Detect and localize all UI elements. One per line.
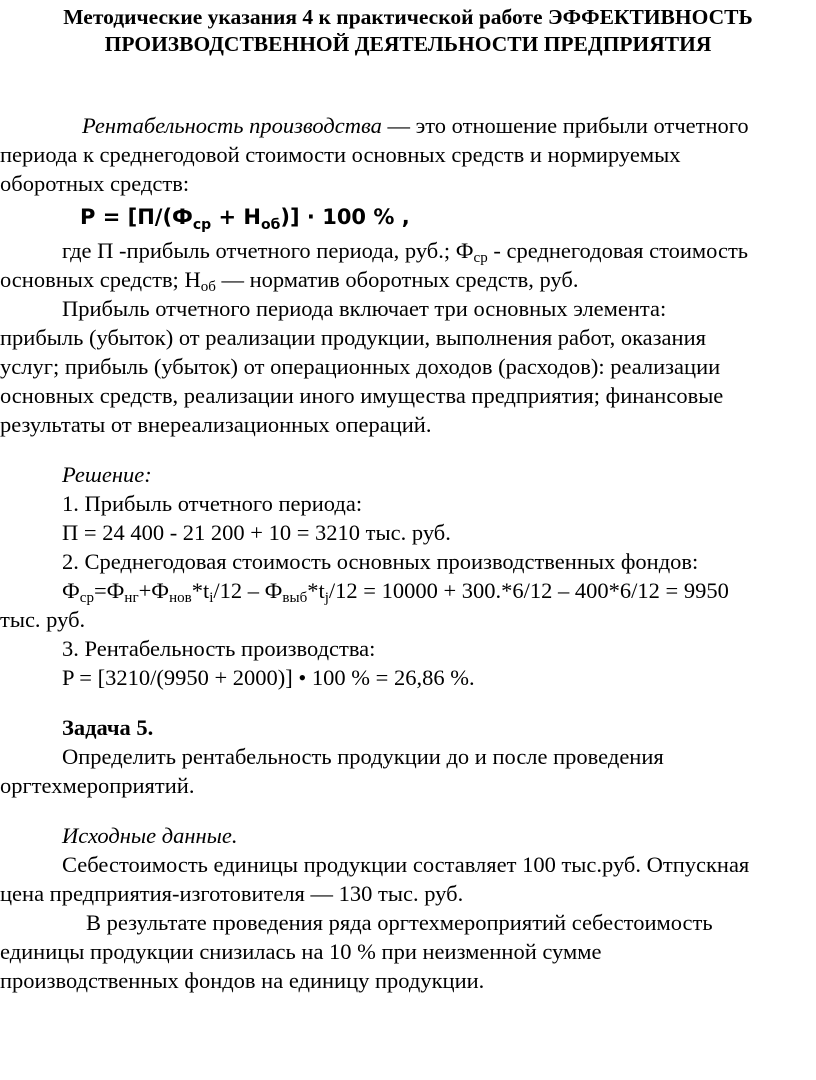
formula-subscript: об [261, 217, 281, 233]
calc-subscript: j [324, 590, 329, 606]
source-data-line-5: производственных фондов на единицу продукции. [0, 968, 485, 993]
source-data-line-3: В результате проведения ряда оргтехмероприятий себестоимость [86, 910, 713, 935]
task-line-1: Определить рентабельность продукции до и после проведения [62, 744, 664, 769]
source-data-line-4: единицы продукции снизилась на 10 % при неизменной сумме [0, 939, 602, 964]
formula-part: P = [П/(Ф [80, 205, 193, 229]
legend-text: — норматив оборотных средств, руб. [215, 267, 579, 292]
solution-step-1-calc: П = 24 400 - 21 200 + 10 = 3210 тыс. руб. [62, 520, 451, 545]
legend-text: - среднегодовая стоимость [487, 238, 749, 263]
profit-paragraph-line-3: услуг; прибыль (убыток) от операционных доходов (расходов): реализации [0, 354, 721, 379]
task-title: Задача 5. [62, 715, 154, 740]
solution-step-2-unit: тыс. руб. [0, 607, 86, 632]
title-line-1: Методические указания 4 к практической работе ЭФФЕКТИВНОСТЬ [63, 5, 753, 29]
calc-part: /12 = 10000 + 300.*6/12 – 400*6/12 = 9950 [328, 578, 729, 603]
calc-part: *t [307, 578, 325, 603]
calc-subscript: выб [282, 590, 308, 606]
solution-step-1: 1. Прибыль отчетного периода: [62, 491, 363, 516]
legend-subscript: об [200, 279, 216, 295]
definition-text: — это отношение прибыли отчетного [381, 113, 749, 138]
profit-paragraph-line-2: прибыль (убыток) от реализации продукции, выполнения работ, оказания [0, 325, 706, 350]
calc-subscript: нов [169, 590, 192, 606]
formula-part: )] · 100 % , [280, 205, 410, 229]
calc-part: /12 – Ф [213, 578, 283, 603]
definition-term: Рентабельность производства [82, 113, 382, 138]
calc-subscript: ср [79, 590, 94, 606]
profit-paragraph-line-5: результаты от внереализационных операций. [0, 412, 432, 437]
calc-part: *t [191, 578, 210, 603]
source-data-line-2: цена предприятия-изготовителя — 130 тыс. руб. [0, 881, 464, 906]
calc-part: +Ф [138, 578, 170, 603]
calc-part: =Ф [93, 578, 125, 603]
definition-line-3: оборотных средств: [0, 171, 190, 196]
formula-part: + Н [211, 205, 261, 229]
profit-paragraph-line-4: основных средств, реализации иного имущества предприятия; финансовые [0, 383, 724, 408]
calc-subscript: i [209, 590, 214, 606]
legend-text: где П -прибыль отчетного периода, руб.; Ф [62, 238, 474, 263]
legend-subscript: ср [473, 250, 488, 266]
source-data-line-1: Себестоимость единицы продукции составляет 100 тыс.руб. Отпускная [62, 852, 750, 877]
definition-line-1 [82, 111, 749, 140]
solution-step-3: 3. Рентабельность производства: [62, 636, 376, 661]
solution-step-2-calc [62, 576, 729, 613]
profit-paragraph-line-1: Прибыль отчетного периода включает три основных элемента: [62, 296, 667, 321]
solution-step-3-calc: P = [3210/(9950 + 2000)] • 100 % = 26,86 %. [62, 665, 475, 690]
legend-text: основных средств; Н [0, 267, 201, 292]
source-data-heading: Исходные данные. [62, 823, 238, 848]
solution-step-2: 2. Среднегодовая стоимость основных производственных фондов: [62, 549, 699, 574]
calc-subscript: нг [124, 590, 139, 606]
definition-line-2: периода к среднегодовой стоимости основных средств и нормируемых [0, 142, 681, 167]
task-line-2: оргтехмероприятий. [0, 773, 195, 798]
profitability-formula [80, 203, 410, 239]
formula-subscript: ср [192, 217, 212, 233]
title-line-2: ПРОИЗВОДСТВЕННОЙ ДЕЯТЕЛЬНОСТИ ПРЕДПРИЯТИЯ [104, 32, 712, 56]
document-title [0, 4, 816, 58]
calc-part: Ф [62, 578, 80, 603]
solution-heading: Решение: [62, 462, 152, 487]
